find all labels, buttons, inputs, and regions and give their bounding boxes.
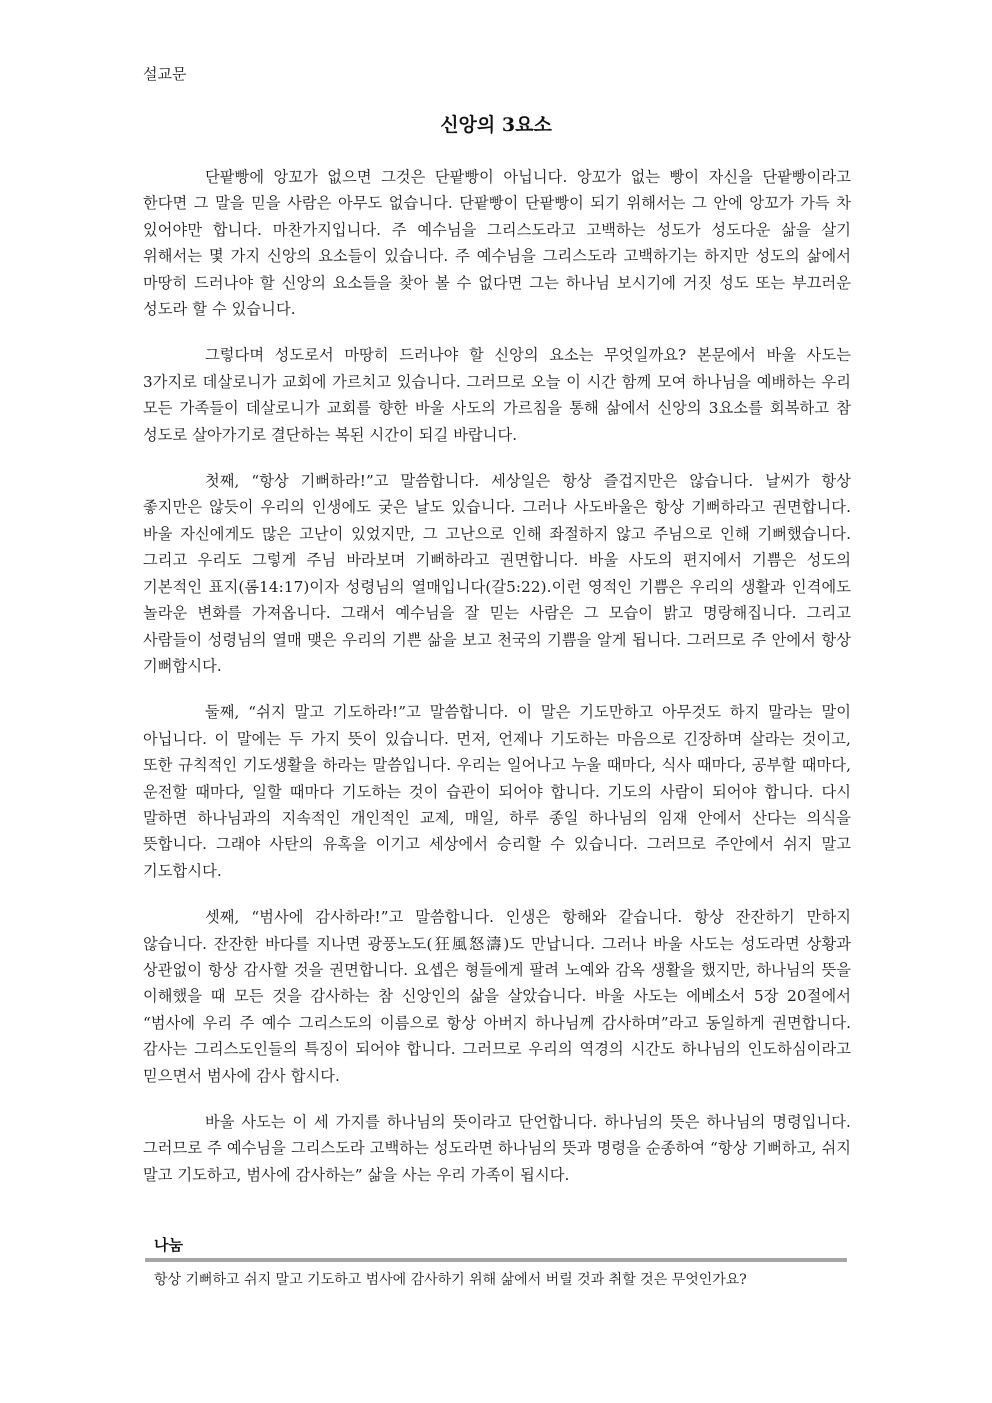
sharing-question: 항상 기뻐하고 쉬지 말고 기도하고 범사에 감사하기 위해 삶에서 버릴 것과 취할 것은 무엇인가요? (154, 1272, 747, 1288)
sermon-title: 신앙의 3요소 (440, 114, 552, 136)
paragraph-question: 그렇다며 성도로서 마땅히 드러나야 할 신앙의 요소는 무엇일까요? 본문에서 바울 사도는 3가지로 데살로니가 교회에 가르치고 있습니다. 그러므로 오늘 이 시간 함께 모여 하나님을 예배하는 우리 모든 가족들이 데살로니가 교회를 향한 바울 사도의 가르침을 통해 삶에서 신앙의 3요소를 회복하고 참 성도로 살아가기로 결단하는 복된 시간이 되길 바랍니다. (143, 346, 851, 444)
paragraph-first-rejoice: 첫째, “항상 기뻐하라!”고 말씀합니다. 세상일은 항상 즐겁지만은 않습니다. 날씨가 항상 좋지만은 않듯이 우리의 인생에도 궂은 날도 있습니다. 그러나 사도바울은 항상 기뻐하라고 권면합니다. 바울 자신에게도 많은 고난이 있었지만, 그 고난으로 인해 좌절하지 않고 주님으로 인해 기뻐했습니다. 그리고 우리도 그렇게 주님 바라보며 기뻐하라고 권면합니다. 바울 사도의 편지에서 기쁨은 성도의 기본적인 표지(롬14:17)이자 성령님의 열매입니다(갈5:22).이런 영적인 기쁨은 우리의 생활과 인격에도 놀라운 변화를 가져옵니다. 그래서 예수님을 잘 믿는 사람은 그 모습이 밝고 명랑해집니다. 그리고 사람들이 성령님의 열매 맺은 우리의 기쁜 삶을 보고 천국의 기쁨을 알게 됩니다. 그러므로 주 안에서 항상 기뻐합시다. (143, 472, 851, 675)
sharing-heading: 나눔 (154, 1236, 183, 1254)
sharing-divider (145, 1258, 847, 1262)
paragraph-intro: 단팥빵에 앙꼬가 없으면 그것은 단팥빵이 아닙니다. 앙꼬가 없는 빵이 자신을 단팥빵이라고 한다면 그 말을 믿을 사람은 아무도 없습니다. 단팥빵이 단팥빵이 되기 위해서는 그 안에 앙꼬가 가득 차 있어야만 합니다. 마찬가지입니다. 주 예수님을 그리스도라고 고백하는 성도가 성도다운 삶을 살기 위해서는 몇 가지 신앙의 요소들이 있습니다. 주 예수님을 그리스도라 고백하기는 하지만 성도의 삶에서 마땅히 드러나야 할 신앙의 요소들을 찾아 볼 수 없다면 그는 하나님 보시기에 거짓 성도 또는 부끄러운 성도라 할 수 있습니다. (143, 168, 851, 319)
paragraph-third-thanks: 셋째, “범사에 감사하라!”고 말씀합니다. 인생은 항해와 같습니다. 항상 잔잔하기 만하지 않습니다. 잔잔한 바다를 지나면 광풍노도(狂風怒濤)도 만납니다. 그러나 바울 사도는 성도라면 상황과 상관없이 항상 감사할 것을 권면합니다. 요셉은 형들에게 팔려 노예와 감옥 생활을 했지만, 하나님의 뜻을 이해했을 때 모든 것을 감사하는 참 신앙인의 삶을 살았습니다. 바울 사도는 에베소서 5장 20절에서 “범사에 우리 주 예수 그리스도의 이름으로 항상 아버지 하나님께 감사하며”라고 동일하게 권면합니다. 감사는 그리스도인들의 특징이 되어야 합니다. 그러므로 우리의 역경의 시간도 하나님의 인도하심이라고 믿으면서 범사에 감사 합시다. (143, 908, 851, 1085)
paragraph-second-pray: 둘째, “쉬지 말고 기도하라!”고 말씀합니다. 이 말은 기도만하고 아무것도 하지 말라는 말이 아닙니다. 이 말에는 두 가지 뜻이 있습니다. 먼저, 언제나 기도하는 마음으로 긴장하며 살라는 것이고, 또한 규칙적인 기도생활을 하라는 말씀입니다. 우리는 일어나고 누울 때마다, 식사 때마다, 공부할 때마다, 운전할 때마다, 일할 때마다 기도하는 것이 습관이 되어야 합니다. 기도의 사람이 되어야 합니다. 다시 말하면 하나님과의 지속적인 개인적인 교제, 매일, 하루 종일 하나님의 임재 안에서 산다는 의식을 뜻합니다. 그래야 사탄의 유혹을 이기고 세상에서 승리할 수 있습니다. 그러므로 주안에서 쉬지 말고 기도합시다. (143, 703, 851, 880)
document-type-label: 설교문 (143, 65, 187, 83)
sermon-body (143, 164, 851, 1208)
paragraph-conclusion: 바울 사도는 이 세 가지를 하나님의 뜻이라고 단언합니다. 하나님의 뜻은 하나님의 명령입니다. 그러므로 주 예수님을 그리스도라 고백하는 성도라면 하나님의 뜻과 명령을 순종하여 “항상 기뻐하고, 쉬지 말고 기도하고, 범사에 감사하는” 삶을 사는 우리 가족이 됩시다. (143, 1113, 851, 1184)
